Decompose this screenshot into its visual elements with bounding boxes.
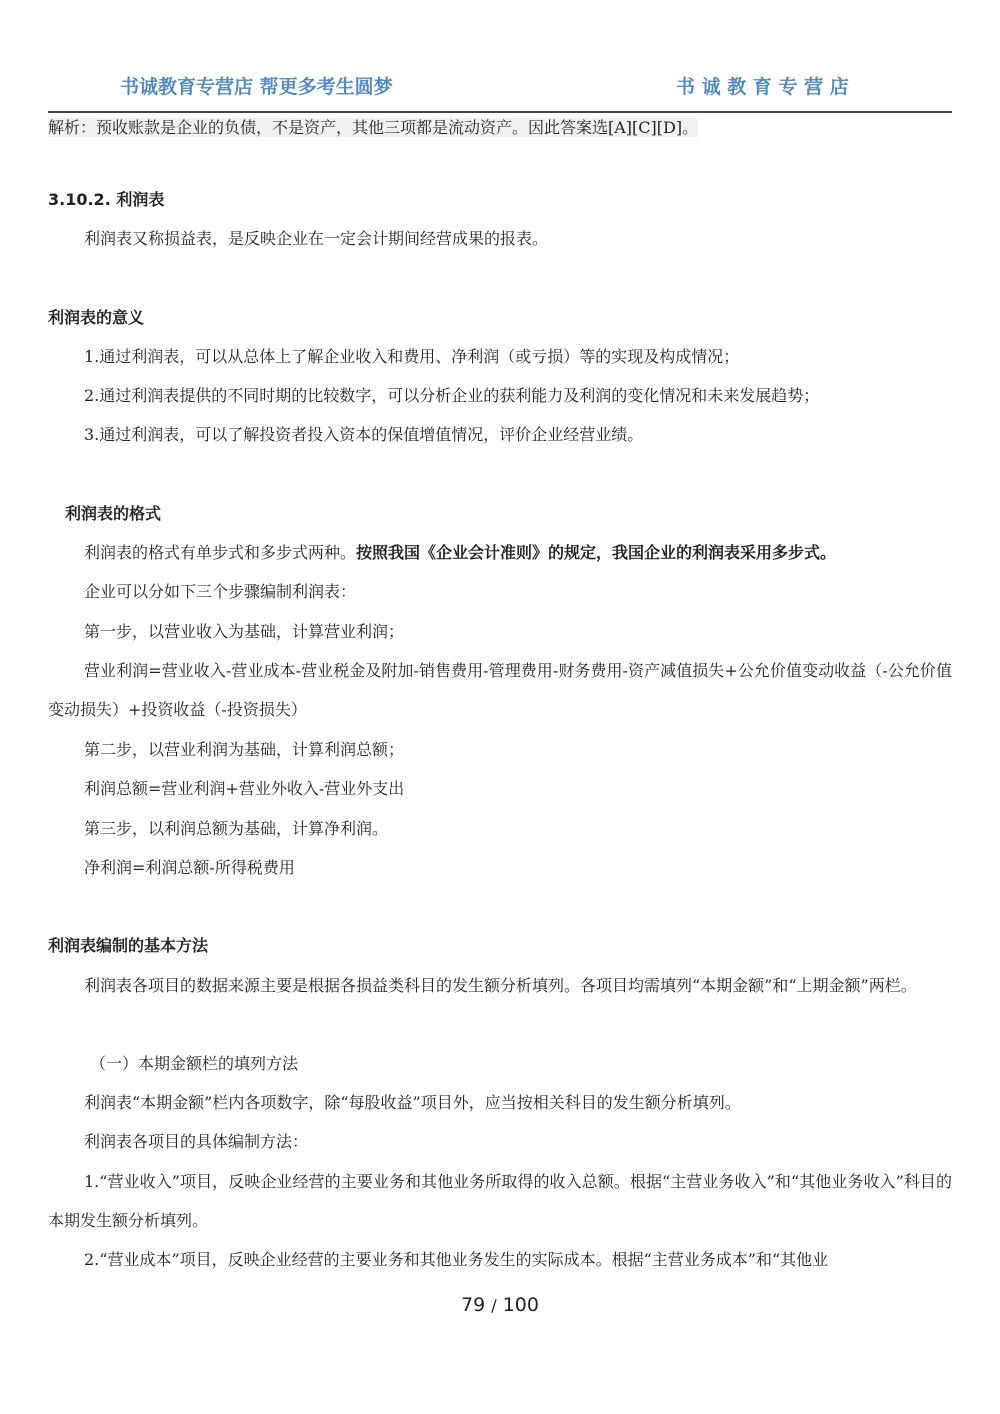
operating-profit-formula: 营业利润=营业收入-营业成本-营业税金及附加-销售费用-管理费用-财务费用-资产减值损失+公允价值变动收益（-公允价值变动损失）+投资收益（-投资损失） [48, 661, 952, 719]
total-profit-formula: 利润总额=营业利润+营业外收入-营业外支出 [84, 779, 405, 798]
format-line: 第一步，以营业收入为基础，计算营业利润； [84, 622, 405, 641]
net-profit-formula: 净利润=利润总额-所得税费用 [84, 858, 295, 877]
method-line: 利润表各项目的具体编制方法： [84, 1132, 309, 1151]
section-title: 3.10.2. 利润表 [48, 190, 165, 209]
page-indicator: 79 / 100 [461, 1294, 539, 1316]
format-paragraph: 利润表的格式有单步式和多步式两种。按照我国《企业会计准则》的规定，我国企业的利润表采用多步式。 [84, 543, 837, 562]
format-title: 利润表的格式 [65, 504, 162, 523]
method-subheading: （一）本期金额栏的填列方法 [90, 1054, 299, 1073]
method-line: 1.“营业收入”项目，反映企业经营的主要业务和其他业务所取得的收入总额。根据“主营业务收入”和“其他业务收入”科目的本期发生额分析填列。 [48, 1172, 952, 1230]
method-line: 利润表各项目的数据来源主要是根据各损益类科目的发生额分析填列。各项目均需填列“本期金额”和“上期金额”两栏。 [84, 976, 917, 995]
meaning-title: 利润表的意义 [48, 308, 145, 327]
method-line: 利润表“本期金额”栏内各项数字，除“每股收益”项目外，应当按相关科目的发生额分析填列。 [84, 1093, 741, 1112]
meaning-item: 2.通过利润表提供的不同时期的比较数字，可以分析企业的获利能力及利润的变化情况和未来发展趋势； [84, 386, 820, 405]
method-title: 利润表编制的基本方法 [48, 936, 209, 955]
format-line: 第二步，以营业利润为基础，计算利润总额； [84, 740, 405, 759]
intro-text: 利润表又称损益表，是反映企业在一定会计期间经营成果的报表。 [84, 229, 549, 248]
header-left: 书诚教育专营店 帮更多考生圆梦 [120, 76, 393, 98]
meaning-item: 1.通过利润表，可以从总体上了解企业收入和费用、净利润（或亏损）等的实现及构成情况； [84, 347, 740, 366]
analysis-text: 解析：预收账款是企业的负债，不是资产，其他三项都是流动资产。因此答案选[A][C][D]。 [48, 118, 699, 137]
method-line: 2.“营业成本”项目，反映企业经营的主要业务和其他业务发生的实际成本。根据“主营业务成本”和“其他业 [84, 1250, 829, 1269]
meaning-item: 3.通过利润表，可以了解投资者投入资本的保值增值情况，评价企业经营业绩。 [84, 425, 644, 444]
format-line: 第三步，以利润总额为基础，计算净利润。 [84, 819, 389, 838]
format-line: 企业可以分如下三个步骤编制利润表： [84, 582, 357, 601]
header-right: 书 诚 教 育 专 营 店 [676, 76, 849, 98]
